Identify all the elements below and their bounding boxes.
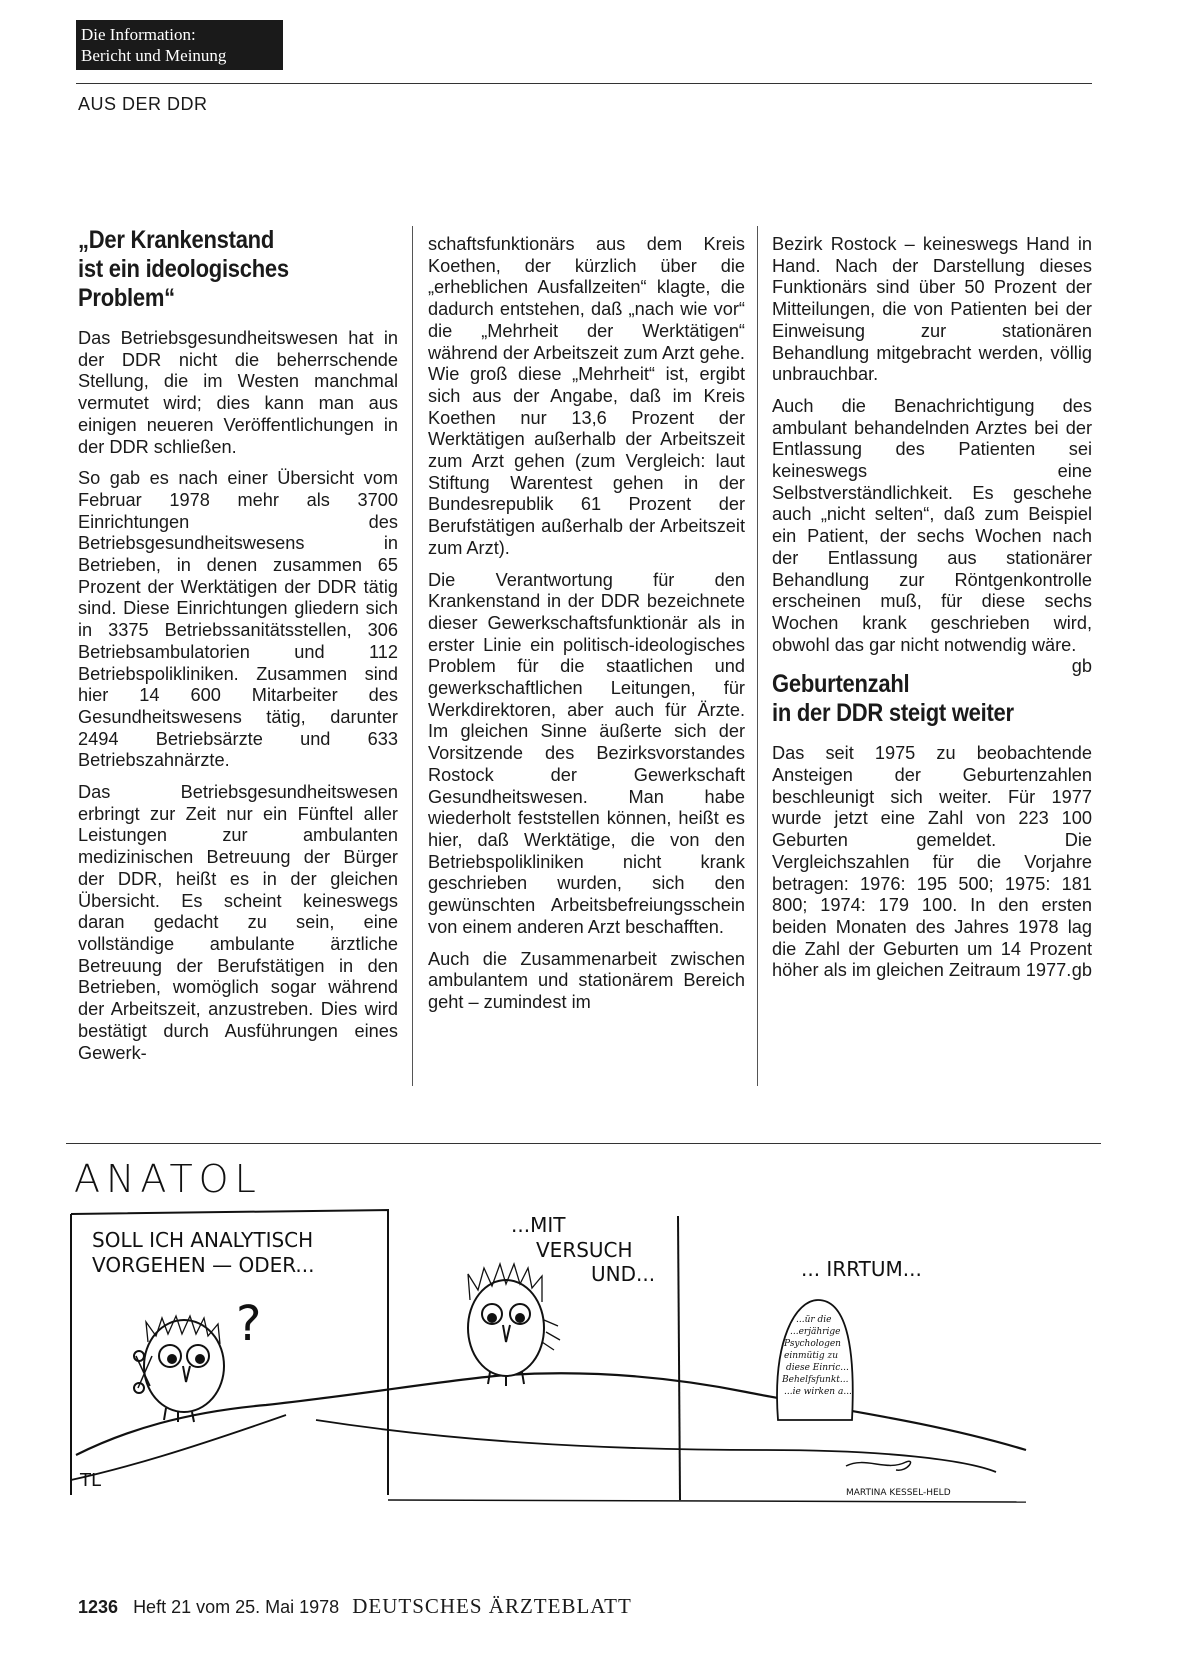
memorial-stone [777, 1300, 853, 1420]
cartoon-initials: TL [80, 1470, 102, 1491]
column-divider-1 [412, 226, 413, 1086]
owl-1-icon [134, 1316, 224, 1422]
stone-text-line-4: einmütig zu [784, 1351, 838, 1361]
article-1-title-line-3: Problem“ [78, 284, 175, 312]
panel-3-text: ... IRRTUM... [801, 1257, 922, 1281]
artist-signature: MARTINA KESSEL-HELD [846, 1488, 951, 1498]
journal-name: DEUTSCHES ÄRZTEBLATT [352, 1594, 632, 1618]
article-1-title-line-1: „Der Krankenstand [78, 226, 275, 254]
stone-text-line-6: Behelfsfunkt... [782, 1375, 849, 1385]
page-number: 1236 [78, 1597, 119, 1617]
panel-2-text-line-2: VERSUCH [536, 1238, 633, 1262]
panel-bottom-line [388, 1500, 1026, 1502]
article-1-paragraph-6 [772, 395, 1092, 677]
anatol-cartoon [66, 1150, 1101, 1570]
stone-text-line-3: Psychologen [784, 1339, 841, 1349]
article-1-paragraph-5-start: Auch die Zusammenarbeit zwischen ambulantem und stationärem Bereich geht – zumindest im [428, 948, 745, 1012]
badge-line-1: Die Information: [81, 25, 196, 44]
article-column-2 [428, 234, 745, 1024]
article-1-title [78, 226, 360, 313]
cartoon-title: ANATOL [74, 1157, 262, 1201]
column-divider-2 [757, 226, 758, 1086]
article-1-paragraph-4: Die Verantwortung für den Krankenstand in der DDR bezeichnete dieser Gewerkschaftsfunktionär als in erster Linie ein politisch-ideologisches Problem für die staatlichen und gewerkschaftlichen Leitungen, für Werkdirektoren, aber auch für Ärzte. Im gleichen Sinne äußerte sich der Vorsitzende des Bezirksvorstandes Rostock der Gewerkschaft Gesundheitswesen. Man habe wiederholt feststellen können, heißt es hier, daß Werktätige, die von den Betriebspolikliniken nicht krank geschrieben wurden, sich den gewünschten Arbeitsbefreiungsschein von einem anderen Arzt beschafften. [428, 569, 745, 937]
stone-text-line-7: ...ie wirken a... [784, 1387, 852, 1397]
stone-text-line-5: diese Einric... [786, 1363, 849, 1373]
header-rule [76, 83, 1092, 84]
stone-text-line-1: ...ür die [796, 1315, 832, 1325]
stone-text-line-2: ...erjährige [790, 1327, 841, 1337]
article-1-paragraph-2: So gab es nach einer Übersicht vom Februar 1978 mehr als 3700 Einrichtungen des Betriebsgesundheitswesens in Betrieben, in denen zusammen 65 Prozent der Werktätigen der DDR tätig sind. Diese Einrichtungen gliedern sich in 3375 Betriebssanitätsstellen, 306 Betriebsambulatorien und 112 Betriebspolikliniken. Zusammen sind hier 14 600 Mitarbeiter des Gesundheitswesens tätig, darunter 2494 Betriebsärzte und 633 Betriebszahnärzte. [78, 468, 398, 771]
article-2-signature: gb [1071, 960, 1092, 981]
artist-scribble-icon [846, 1461, 911, 1470]
article-column-1 [78, 226, 398, 1074]
article-1-paragraph-1: Das Betriebsgesundheitswesen hat in der DDR nicht die beherrschende Stellung, die im Westen manchmal vermutet wird; dies kann man aus einigen neueren Veröffentlichungen in der DDR schließen. [78, 328, 398, 457]
article-1-paragraph-3-start: Das Betriebsgesundheitswesen erbringt zur Zeit nur ein Fünftel aller Leistungen zur ambulanten medizinischen Betreuung der Bürger der DDR, heißt es in der gleichen Übersicht. Es scheint keineswegs daran gedacht zu sein, eine vollständige ambulante ärztliche Betreuung der Berufstätigen in den Betrieben, womöglich sogar während der Arbeitszeit, anzustreben. Dies wird bestätigt durch Ausführungen eines Gewerk- [78, 782, 398, 1063]
owl-2-icon [468, 1264, 560, 1386]
article-1-paragraph-3-cont: schaftsfunktionärs aus dem Kreis Koethen, der kürzlich über die „erheblichen Ausfallzeiten“ klagte, die dadurch entstehen, daß „nach wie vor“ die „Mehrheit der Werktätigen“ während der Arbeitszeit zum Arzt gehe. Wie groß diese „Mehrheit“ ist, ergibt sich aus der Angabe, daß im Kreis Koethen nur 13,6 Prozent der Werktätigen außerhalb der Arbeitszeit zum Arzt gehen (zum Vergleich: laut Stiftung Warentest gehen in der Bundesrepublik 61 Prozent der Berufstätigen außerhalb der Arbeitszeit zum Arzt). [428, 234, 745, 558]
article-column-3 [772, 234, 1092, 992]
article-2-paragraph-1-text: Das seit 1975 zu beobachtende Ansteigen der Geburtenzahlen beschleunigt sich weiter. Für 1977 wurde jetzt eine Zahl von 223 100 Geburten gemeldet. Die Vergleichszahlen für die Vorjahre betragen: 1976: 195 500; 1975: 181 800; 1974: 179 100. In den ersten beiden Monaten des Jahres 1978 lag die Zahl der Geburten um 14 Prozent höher als im gleichen Zeitraum 1977. [772, 743, 1092, 981]
panel-1-text-line-1: SOLL ICH ANALYTISCH [92, 1228, 314, 1252]
article-2-paragraph-1 [772, 743, 1092, 982]
section-badge [76, 20, 283, 70]
cartoon-top-rule [66, 1143, 1101, 1144]
article-1-paragraph-6-text: Auch die Benachrichtigung des ambulant behandelnden Arztes bei der Entlassung des Patienten sei keineswegs eine Selbstverständlichkeit. Es geschehe auch „nicht selten“, daß zum Beispiel ein Patient, der sechs Wochen nach der Entlassung aus stationärer Behandlung zur Röntgenkontrolle erscheinen muß, für diese sechs Wochen krank geschrieben wird, obwohl das gar nicht notwendig wäre. [772, 395, 1092, 655]
question-mark-icon: ? [236, 1296, 262, 1352]
panel-1-text-line-2: VORGEHEN — ODER... [92, 1253, 315, 1277]
badge-line-2: Bericht und Meinung [81, 46, 227, 65]
article-2-title-line-2: in der DDR steigt weiter [772, 699, 1014, 728]
panel-2-text-line-3: UND... [591, 1262, 656, 1286]
panel-2-divider [678, 1216, 680, 1500]
panel-2-text-line-1: ...MIT [511, 1213, 566, 1237]
article-1-title-line-2: ist ein ideologisches [78, 255, 289, 283]
issue-info: Heft 21 vom 25. Mai 1978 [133, 1597, 340, 1617]
article-2-title-line-1: Geburtenzahl [772, 670, 910, 699]
branch-lower-line [71, 1415, 996, 1480]
article-1-signature: gb [1071, 656, 1092, 677]
section-label: AUS DER DDR [78, 94, 208, 114]
article-1-paragraph-5-cont: Bezirk Rostock – keineswegs Hand in Hand. Nach der Darstellung dieses Funktionärs sind über 50 Prozent der Mitteilungen, die von Patienten bei der Einweisung zur stationären Behandlung mitgebracht werden, völlig unbrauchbar. [772, 234, 1092, 385]
page-footer [78, 1594, 632, 1619]
article-2-title [772, 670, 1054, 728]
